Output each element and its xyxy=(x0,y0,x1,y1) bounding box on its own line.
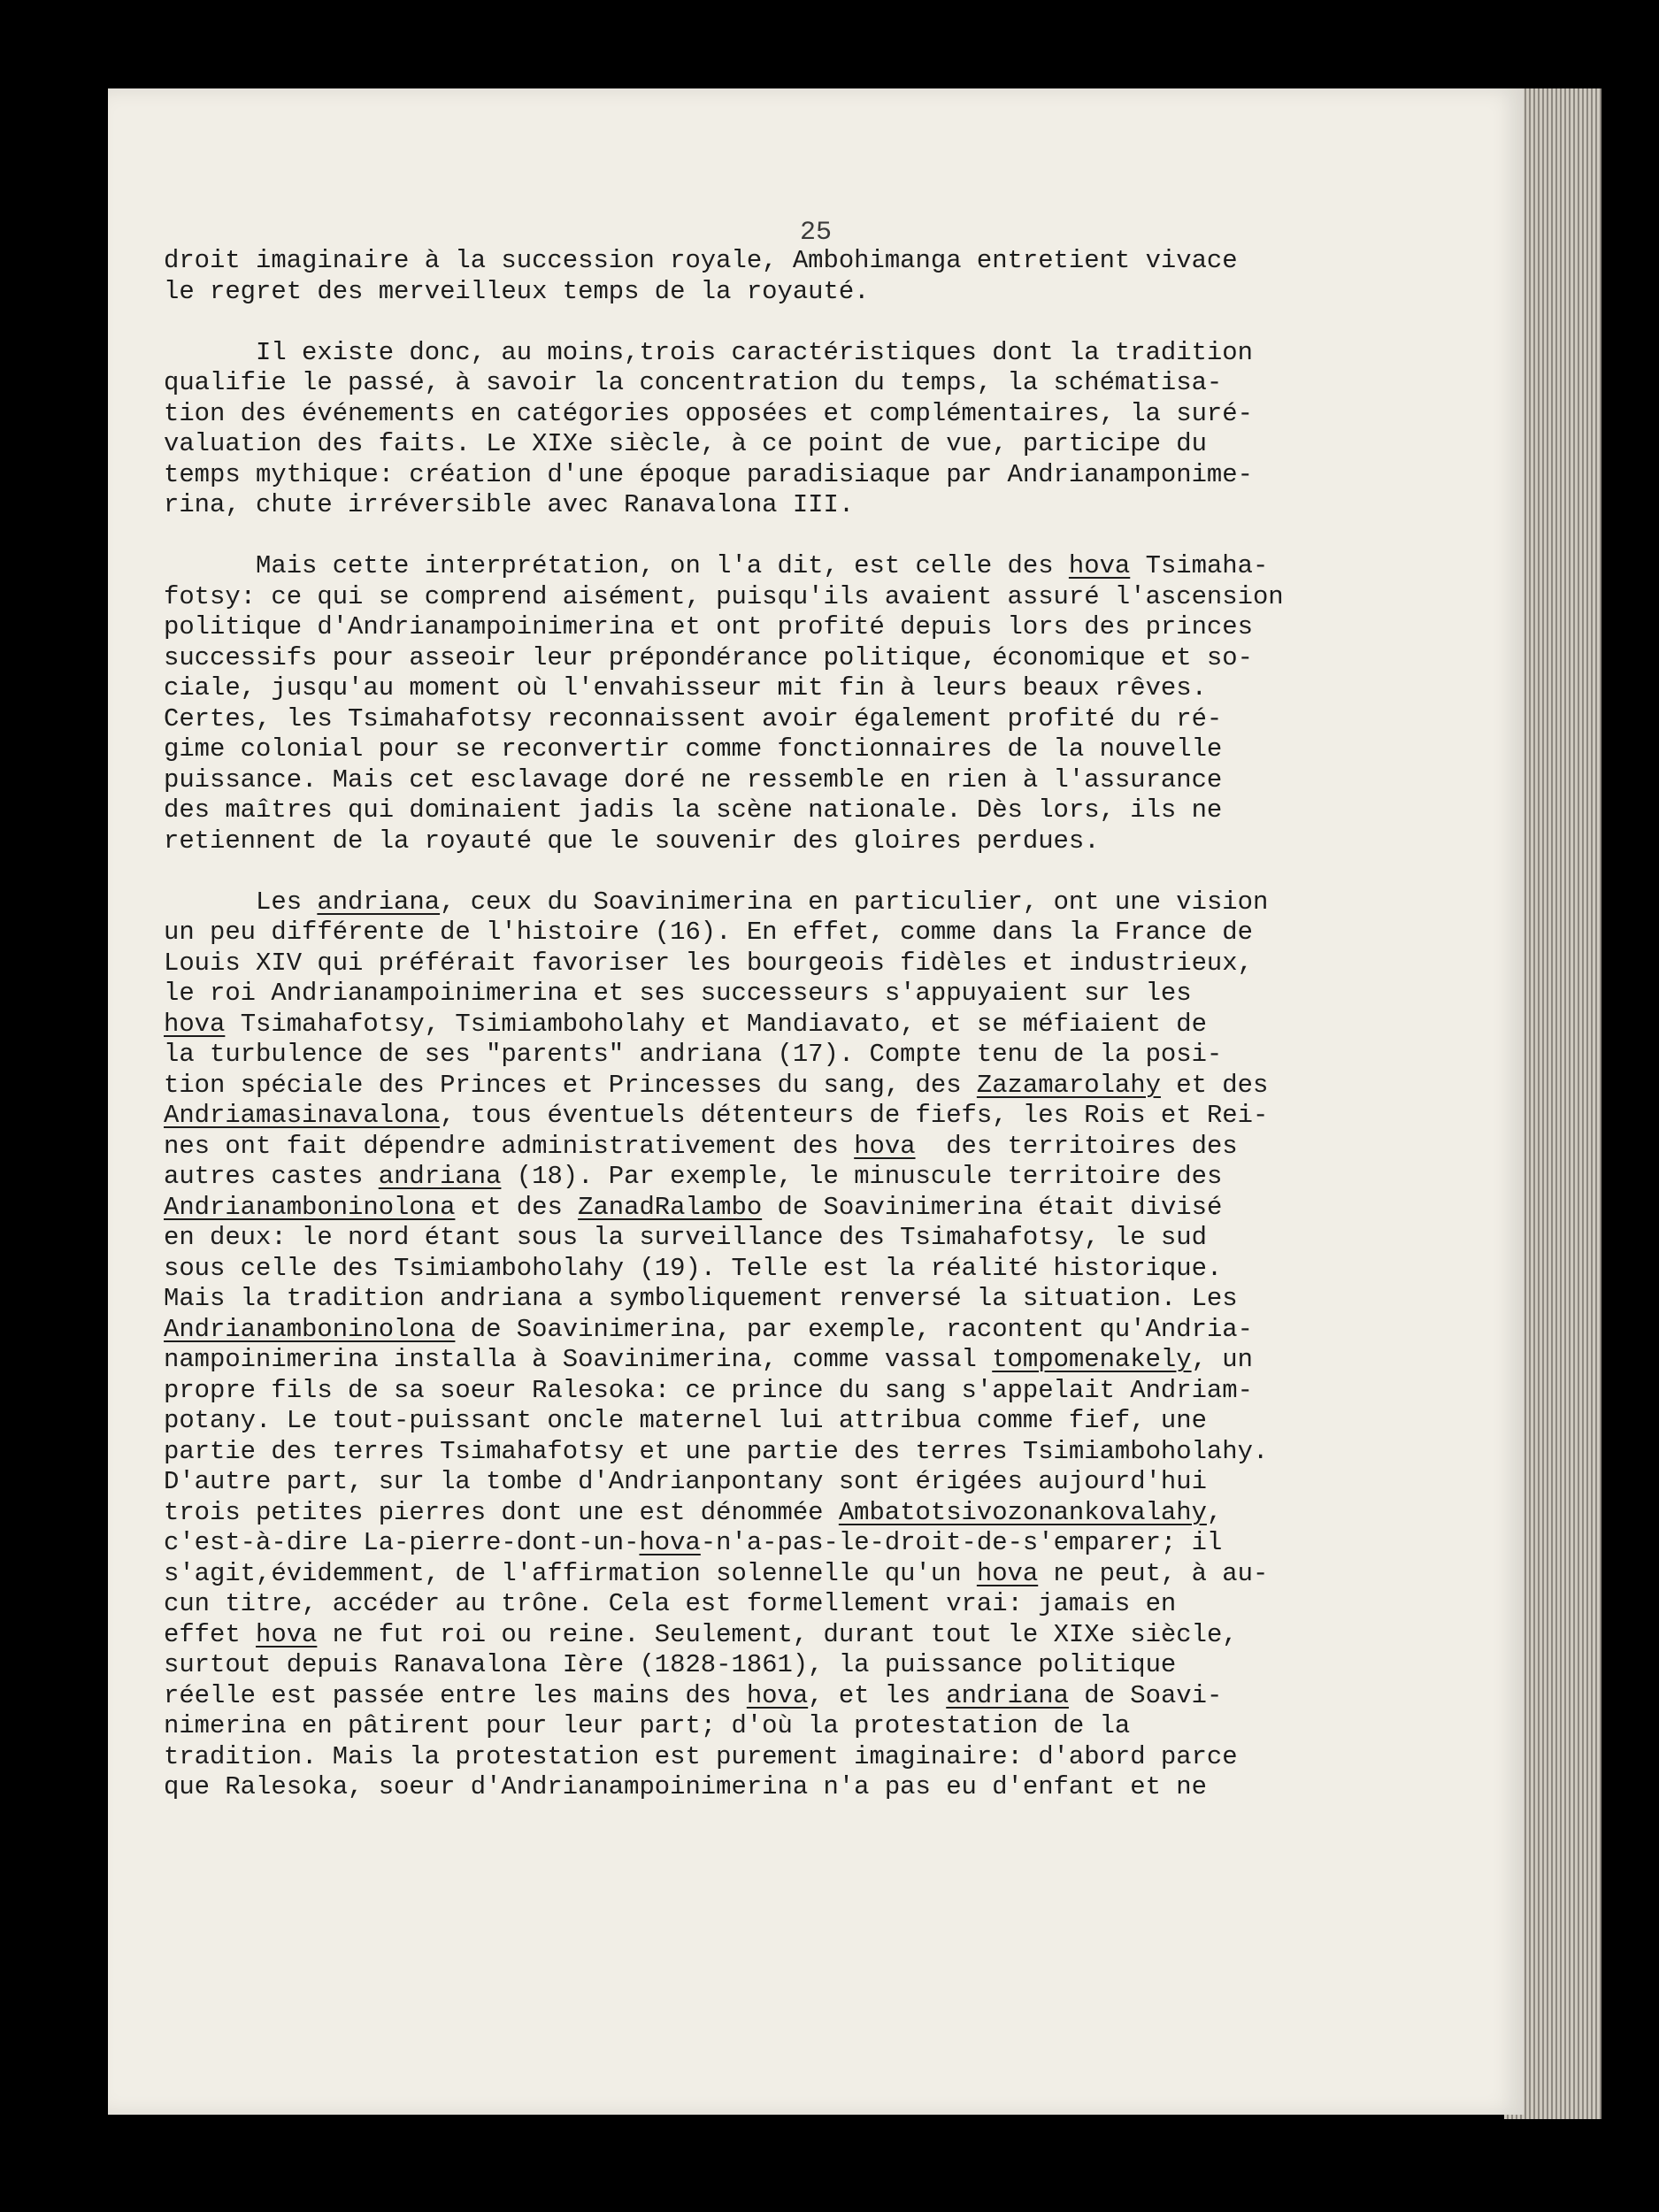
text-line xyxy=(164,1223,1442,1254)
text-line xyxy=(164,460,1442,491)
text-run: de Soavinimerina était divisé xyxy=(762,1192,1223,1222)
text-line xyxy=(164,1650,1442,1681)
text-run: D'autre part, sur la tombe d'Andrianpontany sont érigées aujourd'hui xyxy=(164,1467,1207,1496)
underlined-term: hova xyxy=(639,1528,701,1557)
text-line xyxy=(164,979,1442,1010)
text-run: des territoires des xyxy=(915,1131,1238,1161)
text-line xyxy=(164,1498,1442,1529)
text-run: que Ralesoka, soeur d'Andrianampoinimerina n'a pas eu d'enfant et ne xyxy=(164,1772,1207,1801)
text-run: et des xyxy=(1160,1070,1269,1100)
page-number: 25 xyxy=(799,218,832,248)
text-run: gime colonial pour se reconvertir comme fonctionnaires de la nouvelle xyxy=(164,734,1223,764)
text-line xyxy=(164,1528,1442,1559)
text-run: Louis XIV qui préférait favoriser les bourgeois fidèles et industrieux, xyxy=(164,948,1253,978)
underlined-term: Zazamarolahy xyxy=(976,1070,1161,1100)
text-run: propre fils de sa soeur Ralesoka: ce prince du sang s'appelait Andriam- xyxy=(164,1375,1253,1405)
text-run: valuation des faits. Le XIXe siècle, à ce point de vue, participe du xyxy=(164,429,1207,458)
underlined-term: andriana xyxy=(317,887,441,917)
underlined-term: hova xyxy=(164,1009,226,1039)
text-run: ne fut roi ou reine. Seulement, durant tout le XIXe siècle, xyxy=(317,1619,1238,1649)
underlined-term: Andriamasinavalona xyxy=(164,1101,441,1130)
text-run: effet xyxy=(164,1619,257,1649)
text-line xyxy=(164,1376,1442,1407)
text-line xyxy=(164,887,1442,918)
text-run: nes ont fait dépendre administrativement des xyxy=(164,1131,855,1161)
text-line xyxy=(164,490,1442,521)
text-run: puissance. Mais cet esclavage doré ne ressemble en rien à l'assurance xyxy=(164,764,1223,795)
text-line xyxy=(164,338,1442,369)
text-line xyxy=(164,1681,1442,1712)
text-line xyxy=(164,1040,1442,1071)
text-run: tradition. Mais la protestation est purement imaginaire: d'abord parce xyxy=(164,1741,1238,1771)
text-line xyxy=(164,1071,1442,1102)
text-run: s'agit,évidemment, de l'affirmation solennelle qu'un xyxy=(164,1558,977,1588)
text-line xyxy=(164,1345,1442,1376)
text-run: c'est-à-dire La-pierre-dont-un- xyxy=(164,1528,640,1557)
text-line xyxy=(164,612,1442,643)
text-run: ciale, jusqu'au moment où l'envahisseur mit fin à leurs beaux rêves. xyxy=(164,673,1207,703)
text-line xyxy=(164,1132,1442,1163)
text-run: tion spéciale des Princes et Princesses du sang, des xyxy=(164,1070,977,1100)
text-run: (18). Par exemple, le minuscule territoire des xyxy=(501,1162,1223,1191)
text-line xyxy=(164,1254,1442,1285)
text-run: autres castes xyxy=(164,1162,379,1191)
text-line xyxy=(164,368,1442,399)
text-line xyxy=(164,1559,1442,1590)
underlined-term: andriana xyxy=(946,1680,1069,1710)
text-run: Il existe donc, au moins,trois caractéristiques dont la tradition xyxy=(164,337,1253,367)
text-line xyxy=(164,795,1442,826)
underlined-term: Andrianamboninolona xyxy=(164,1192,456,1222)
text-run: Les xyxy=(164,887,318,917)
text-run: -n'a-pas-le-droit-de-s'emparer; il xyxy=(700,1528,1223,1557)
text-run: Tsimaha- xyxy=(1130,551,1269,580)
text-line xyxy=(164,277,1442,308)
text-run: tion des événements en catégories opposées et complémentaires, la suré- xyxy=(164,398,1253,428)
text-run: Certes, les Tsimahafotsy reconnaissent avoir également profité du ré- xyxy=(164,703,1223,733)
text-run: en deux: le nord étant sous la surveillance des Tsimahafotsy, le sud xyxy=(164,1223,1207,1252)
text-run: le regret des merveilleux temps de la royauté. xyxy=(164,276,870,306)
text-run: Mais cette interprétation, on l'a dit, est celle des xyxy=(164,551,1069,580)
text-run: potany. Le tout-puissant oncle maternel lui attribua comme fief, une xyxy=(164,1406,1207,1435)
text-line xyxy=(164,1467,1442,1498)
text-line xyxy=(164,1711,1442,1742)
text-line xyxy=(164,643,1442,674)
text-line xyxy=(164,429,1442,460)
text-run: , tous éventuels détenteurs de fiefs, les Rois et Rei- xyxy=(440,1101,1269,1130)
text-run: sous celle des Tsimiamboholahy (19). Telle est la réalité historique. xyxy=(164,1253,1223,1283)
text-run: , ceux du Soavinimerina en particulier, ont une vision xyxy=(440,887,1269,917)
text-line xyxy=(164,1589,1442,1620)
underlined-term: hova xyxy=(256,1619,318,1649)
text-line xyxy=(164,1772,1442,1803)
text-run: temps mythique: création d'une époque paradisiaque par Andrianamponime- xyxy=(164,459,1253,489)
underlined-term: hova xyxy=(1068,551,1131,580)
text-run: nampoinimerina installa à Soavinimerina, comme vassal xyxy=(164,1345,993,1374)
text-run: de Soavinimerina, par exemple, racontent qu'Andria- xyxy=(455,1314,1253,1344)
text-run: le roi Andrianampoinimerina et ses successeurs s'appuyaient sur les xyxy=(164,979,1192,1008)
text-line xyxy=(164,1193,1442,1224)
text-run: de Soavi- xyxy=(1068,1680,1223,1710)
text-line xyxy=(164,582,1442,613)
text-run: partie des terres Tsimahafotsy et une partie des terres Tsimiamboholahy. xyxy=(164,1436,1269,1466)
underlined-term: Andrianamboninolona xyxy=(164,1314,456,1344)
text-line xyxy=(164,1284,1442,1315)
text-line xyxy=(164,918,1442,949)
text-line xyxy=(164,826,1442,857)
text-run: rina, chute irréversible avec Ranavalona III. xyxy=(164,490,855,519)
text-run: successifs pour asseoir leur prépondérance politique, économique et so- xyxy=(164,642,1253,672)
text-line xyxy=(164,765,1442,796)
text-line xyxy=(164,246,1442,277)
text-run: la turbulence de ses "parents" andriana (17). Compte tenu de la posi- xyxy=(164,1040,1223,1069)
text-line xyxy=(164,1742,1442,1773)
text-line xyxy=(164,1101,1442,1132)
text-run: Tsimahafotsy, Tsimiamboholahy et Mandiavato, et se méfiaient de xyxy=(225,1009,1207,1039)
text-line xyxy=(164,704,1442,735)
text-line xyxy=(164,1437,1442,1468)
text-run: , xyxy=(1206,1497,1223,1527)
text-line xyxy=(164,1010,1442,1041)
text-run: réelle est passée entre les mains des xyxy=(164,1680,747,1710)
underlined-term: hova xyxy=(746,1680,809,1710)
underlined-term: Ambatotsivozonankovalahy xyxy=(838,1497,1207,1527)
text-line xyxy=(164,1162,1442,1193)
text-line xyxy=(164,1315,1442,1346)
text-run: un peu différente de l'histoire (16). En effet, comme dans la France de xyxy=(164,918,1253,947)
text-run: politique d'Andrianampoinimerina et ont profité depuis lors des princes xyxy=(164,612,1253,641)
underlined-term: hova xyxy=(976,1558,1039,1588)
text-run: surtout depuis Ranavalona Ière (1828-1861), la puissance politique xyxy=(164,1650,1177,1679)
text-run: des maîtres qui dominaient jadis la scène nationale. Dès lors, ils ne xyxy=(164,795,1223,825)
underlined-term: andriana xyxy=(378,1162,502,1191)
text-line xyxy=(164,673,1442,704)
text-run: nimerina en pâtirent pour leur part; d'où la protestation de la xyxy=(164,1711,1131,1740)
text-run: fotsy: ce qui se comprend aisément, puisqu'ils avaient assuré l'ascension xyxy=(164,581,1284,611)
text-run: Mais la tradition andriana a symboliquement renversé la situation. Les xyxy=(164,1284,1238,1313)
text-run: qualifie le passé, à savoir la concentration du temps, la schématisa- xyxy=(164,368,1223,397)
text-line xyxy=(164,734,1442,765)
underlined-term: tompomenakely xyxy=(992,1345,1192,1374)
text-line xyxy=(164,551,1442,582)
text-run: trois petites pierres dont une est dénommée xyxy=(164,1497,839,1527)
text-run: retiennent de la royauté que le souvenir des gloires perdues. xyxy=(164,826,1100,856)
text-line xyxy=(164,1620,1442,1651)
text-run: ne peut, à au- xyxy=(1038,1558,1269,1588)
text-run: droit imaginaire à la succession royale, Ambohimanga entretient vivace xyxy=(164,246,1238,275)
text-line xyxy=(164,949,1442,979)
text-run: , un xyxy=(1191,1345,1253,1374)
underlined-term: ZanadRalambo xyxy=(578,1192,763,1222)
text-run: cun titre, accéder au trône. Cela est formellement vrai: jamais en xyxy=(164,1589,1177,1618)
text-line xyxy=(164,1406,1442,1437)
underlined-term: hova xyxy=(854,1131,916,1161)
text-line xyxy=(164,399,1442,430)
text-run: et des xyxy=(455,1192,579,1222)
body-text xyxy=(164,246,1442,1803)
text-run: , et les xyxy=(808,1680,947,1710)
